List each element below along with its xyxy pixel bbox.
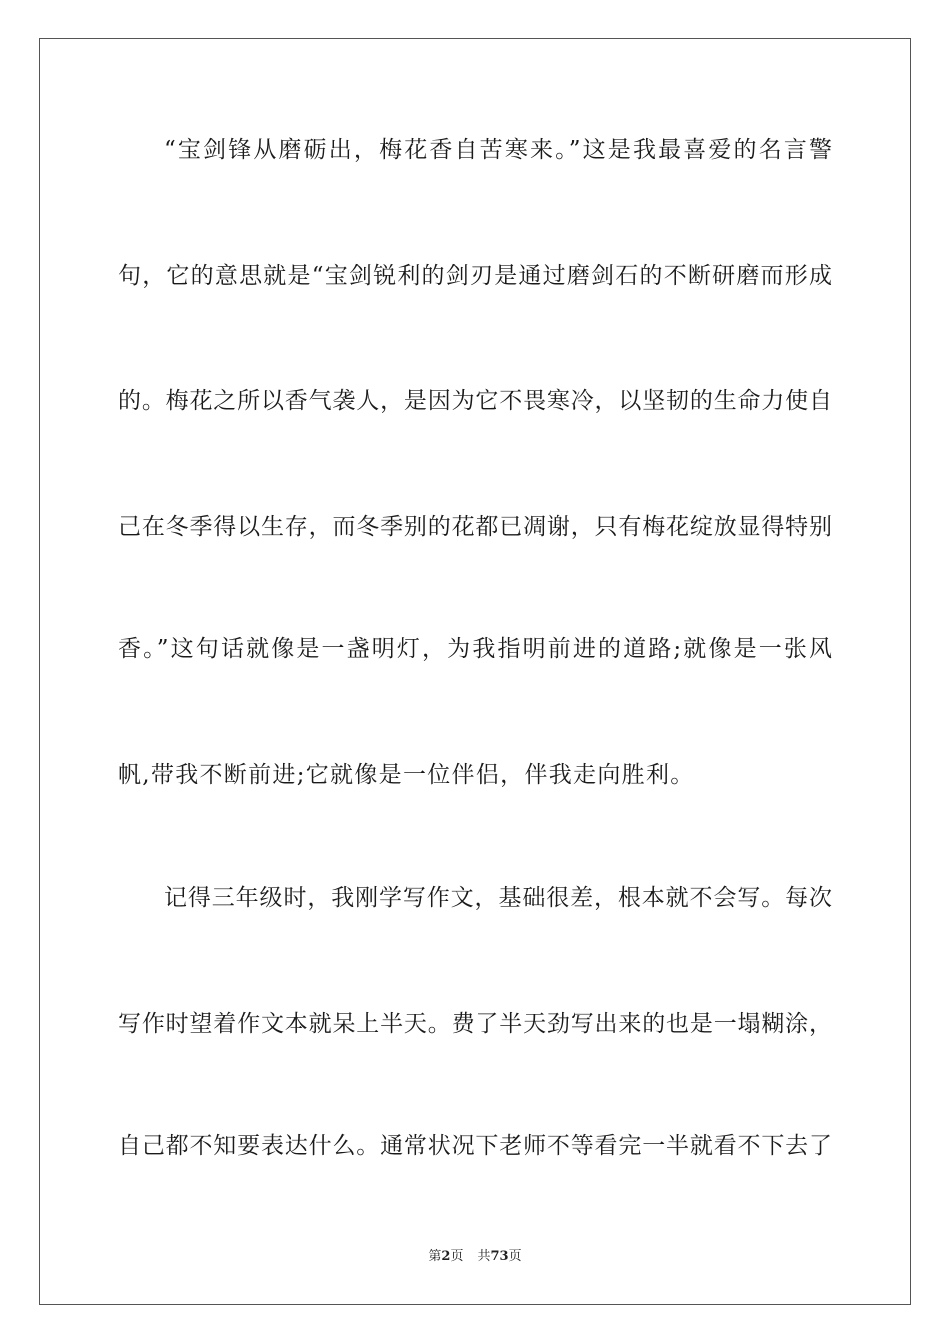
paragraph-2-line-1: 记得三年级时，我刚学写作文，基础很差，根本就不会写。每次 bbox=[164, 885, 832, 911]
page-number: 2 bbox=[441, 1249, 451, 1264]
paragraph-1-line-1: “宝剑锋从磨砺出，梅花香自苦寒来。”这是我最喜爱的名言警 bbox=[164, 137, 832, 163]
paragraph-1-line-6: 帆,带我不断前进;它就像是一位伴侣，伴我走向胜利。 bbox=[118, 762, 695, 788]
page-footer bbox=[0, 1248, 950, 1266]
page-suffix: 页 bbox=[450, 1249, 464, 1264]
page-prefix: 第 bbox=[428, 1249, 442, 1264]
paragraph-2-line-2: 写作时望着作文本就呆上半天。费了半天劲写出来的也是一塌糊涂， bbox=[118, 1011, 832, 1037]
total-pages: 73 bbox=[490, 1249, 509, 1264]
page-border bbox=[39, 38, 911, 1305]
paragraph-1-line-2: 句，它的意思就是“宝剑锐利的剑刃是通过磨剑石的不断研磨而形成 bbox=[118, 263, 832, 289]
total-suffix: 页 bbox=[508, 1249, 522, 1264]
paragraph-1-line-4: 己在冬季得以生存，而冬季别的花都已凋谢，只有梅花绽放显得特别 bbox=[118, 514, 832, 540]
total-prefix: 共 bbox=[477, 1249, 491, 1264]
paragraph-1-line-5: 香。”这句话就像是一盏明灯，为我指明前进的道路;就像是一张风 bbox=[118, 636, 832, 662]
paragraph-1-line-3: 的。梅花之所以香气袭人，是因为它不畏寒冷，以坚韧的生命力使自 bbox=[118, 388, 832, 414]
paragraph-2-line-3: 自己都不知要表达什么。通常状况下老师不等看完一半就看不下去了 bbox=[118, 1133, 832, 1159]
